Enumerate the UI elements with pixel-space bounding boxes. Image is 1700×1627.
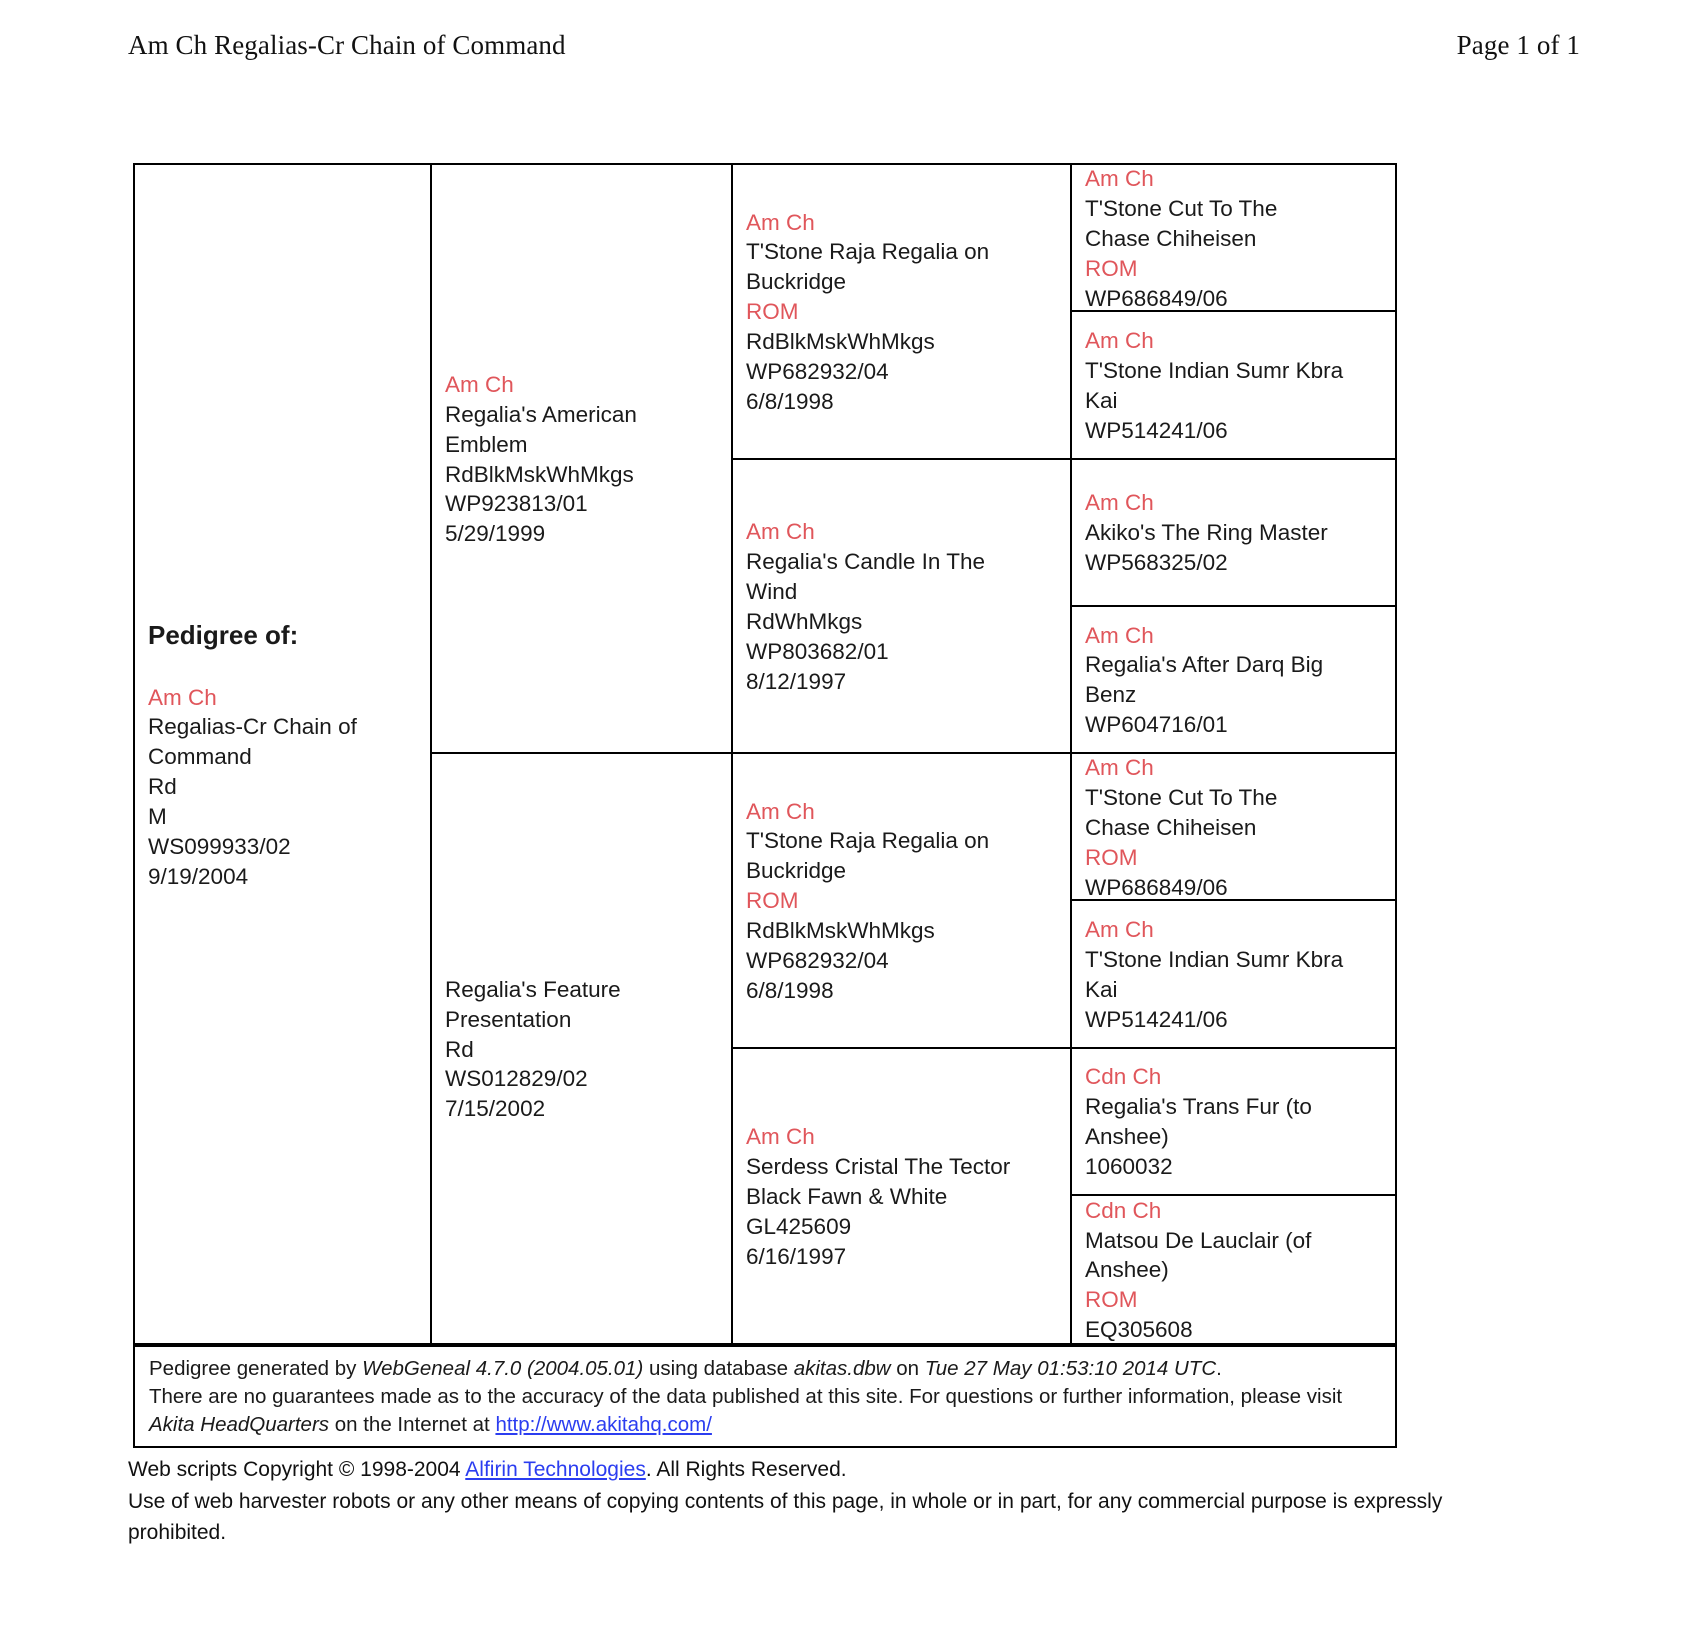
footer-text-a: Pedigree generated by [149, 1357, 363, 1380]
alfirin-technologies-link[interactable]: Alfirin Technologies [465, 1458, 646, 1481]
ancestor-registration: WP682932/04 [746, 359, 889, 385]
subject-sex: M [148, 804, 167, 830]
ancestor-name-line2: Chase Chiheisen [1085, 814, 1257, 840]
ancestor-name-line1: Regalia's American [445, 401, 637, 427]
ancestor-name-line1: T'Stone Cut To The [1085, 784, 1278, 810]
document-header [128, 30, 1580, 61]
subject-date: 9/19/2004 [148, 864, 249, 890]
ancestor-name-line1: Regalia's Feature [445, 976, 621, 1002]
subject-name-line1: Regalias-Cr Chain of [148, 714, 357, 740]
generation-1-column [432, 165, 733, 1343]
ancestor-registration: WP514241/06 [1085, 417, 1228, 443]
copyright-text-b: . All Rights Reserved. [645, 1458, 847, 1481]
page-title: Am Ch Regalias-Cr Chain of Command [128, 30, 566, 60]
footer-generation-line [149, 1355, 1383, 1383]
ancestor-registration: WP604716/01 [1085, 712, 1228, 738]
generation-3-column [1072, 165, 1395, 1343]
ancestor-title: Am Ch [1085, 328, 1154, 354]
generation-2-column [733, 165, 1072, 1343]
ancestor-title: Am Ch [1085, 917, 1154, 943]
footer-disclaimer-text: There are no guarantees made as to the accuracy of the data published at this site. For questions or further information, please visit [149, 1384, 1343, 1408]
ancestor-name-line1: Regalia's Trans Fur (to [1085, 1094, 1312, 1120]
copyright-text-a: Web scripts Copyright © 1998-2004 [128, 1458, 466, 1481]
ancestor-title: Am Ch [746, 518, 815, 544]
ancestor-title: Cdn Ch [1085, 1197, 1162, 1223]
ancestor-cell [1072, 1196, 1395, 1343]
ancestor-registration: 1060032 [1085, 1154, 1173, 1180]
ancestor-title: Am Ch [1085, 165, 1154, 191]
ancestor-title: Am Ch [746, 798, 815, 824]
subject-name-line2: Command [148, 744, 252, 770]
ancestor-name-line2: Wind [746, 578, 798, 604]
ancestor-name-line1: Akiko's The Ring Master [1085, 520, 1328, 546]
ancestor-name-line1: T'Stone Cut To The [1085, 195, 1278, 221]
ancestor-name-line1: Regalia's Candle In The [746, 548, 986, 574]
ancestor-registration: WP514241/06 [1085, 1006, 1228, 1032]
ancestor-registration: WP923813/01 [445, 491, 588, 517]
ancestor-name-line2: Presentation [445, 1006, 572, 1032]
ancestor-title: Am Ch [746, 1123, 815, 1149]
subject-title: Am Ch [148, 684, 217, 710]
ancestor-markings: Rd [445, 1036, 474, 1062]
footer-timestamp: Tue 27 May 01:53:10 2014 UTC [924, 1357, 1217, 1380]
ancestor-name-line1: Regalia's After Darq Big [1085, 652, 1324, 678]
ancestor-markings: RdWhMkgs [746, 608, 863, 634]
ancestor-title: Am Ch [1085, 490, 1154, 516]
pedigree-of-label: Pedigree of: [148, 619, 299, 650]
ancestor-registration: WP686849/06 [1085, 285, 1228, 311]
footer-program: WebGeneal 4.7.0 (2004.05.01) [362, 1357, 644, 1380]
ancestor-registration: WP803682/01 [746, 638, 889, 664]
copyright-block [128, 1455, 1448, 1548]
footer-text-d: . [1216, 1357, 1222, 1380]
ancestor-cell [1072, 754, 1395, 901]
ancestor-registration: WP682932/04 [746, 948, 889, 974]
footer-disclaimer-line [149, 1383, 1383, 1439]
ancestor-title: Am Ch [445, 371, 514, 397]
ancestor-rom: ROM [1085, 255, 1138, 281]
harvester-notice: Use of web harvester robots or any other means of copying contents of this page, in whole or in part, for any commercial purpose is expressly prohibited. [128, 1490, 1443, 1544]
ancestor-cell [432, 165, 731, 754]
ancestor-markings: RdBlkMskWhMkgs [746, 329, 935, 355]
ancestor-title: Am Ch [1085, 754, 1154, 780]
ancestor-name-line1: T'Stone Indian Sumr Kbra [1085, 946, 1344, 972]
ancestor-registration: WP686849/06 [1085, 874, 1228, 900]
pedigree-footer [133, 1345, 1397, 1448]
ancestor-name-line2: Kai [1085, 387, 1118, 413]
ancestor-cell [1072, 901, 1395, 1048]
copyright-line [128, 1455, 1448, 1485]
ancestor-cell [1072, 460, 1395, 607]
ancestor-name-line2: Benz [1085, 682, 1137, 708]
generation-0-column [135, 165, 432, 1343]
ancestor-cell [733, 460, 1070, 755]
ancestor-name-line1: T'Stone Indian Sumr Kbra [1085, 357, 1344, 383]
subject-registration: WS099933/02 [148, 834, 291, 860]
ancestor-date: 8/12/1997 [746, 668, 847, 694]
ancestor-name-line2: Buckridge [746, 269, 847, 295]
ancestor-rom: ROM [746, 299, 799, 325]
ancestor-cell [1072, 165, 1395, 312]
ancestor-name-line2: Buckridge [746, 858, 847, 884]
footer-text-c: on [890, 1357, 925, 1380]
subject-color: Rd [148, 774, 177, 800]
ancestor-markings: Black Fawn & White [746, 1183, 948, 1209]
ancestor-name-line1: T'Stone Raja Regalia on [746, 239, 990, 265]
ancestor-name-line2: Emblem [445, 431, 528, 457]
ancestor-registration: WS012829/02 [445, 1066, 588, 1092]
pedigree-chart [133, 163, 1397, 1345]
akitahq-link[interactable]: http://www.akitahq.com/ [495, 1412, 712, 1436]
ancestor-cell [733, 1049, 1070, 1344]
ancestor-cell [733, 165, 1070, 460]
ancestor-registration: GL425609 [746, 1213, 852, 1239]
footer-text-e: on the Internet at [329, 1412, 496, 1436]
ancestor-title: Cdn Ch [1085, 1064, 1162, 1090]
ancestor-cell [733, 754, 1070, 1049]
ancestor-name-line2: Kai [1085, 976, 1118, 1002]
ancestor-name-line2: Anshee) [1085, 1124, 1169, 1150]
ancestor-name-line2: Anshee) [1085, 1257, 1169, 1283]
ancestor-date: 6/8/1998 [746, 978, 834, 1004]
ancestor-rom: ROM [746, 888, 799, 914]
ancestor-name-line1: Matsou De Lauclair (of [1085, 1227, 1312, 1253]
subject-cell [135, 165, 430, 1343]
ancestor-name-line2: Chase Chiheisen [1085, 225, 1257, 251]
ancestor-cell [1072, 607, 1395, 754]
ancestor-title: Am Ch [1085, 622, 1154, 648]
ancestor-title: Am Ch [746, 209, 815, 235]
ancestor-rom: ROM [1085, 844, 1138, 870]
ancestor-rom: ROM [1085, 1287, 1138, 1313]
ancestor-date: 6/16/1997 [746, 1243, 847, 1269]
footer-organization: Akita HeadQuarters [149, 1412, 330, 1436]
ancestor-cell [432, 754, 731, 1343]
ancestor-markings: RdBlkMskWhMkgs [445, 461, 634, 487]
ancestor-date: 5/29/1999 [445, 521, 546, 547]
ancestor-date: 6/8/1998 [746, 389, 834, 415]
ancestor-name-line1: Serdess Cristal The Tector [746, 1153, 1011, 1179]
footer-database: akitas.dbw [793, 1357, 891, 1380]
ancestor-cell [1072, 312, 1395, 459]
ancestor-registration: EQ305608 [1085, 1317, 1193, 1343]
page-number: Page 1 of 1 [1456, 30, 1580, 60]
ancestor-registration: WP568325/02 [1085, 550, 1228, 576]
ancestor-date: 7/15/2002 [445, 1096, 546, 1122]
footer-text-b: using database [643, 1357, 794, 1380]
ancestor-name-line1: T'Stone Raja Regalia on [746, 828, 990, 854]
ancestor-markings: RdBlkMskWhMkgs [746, 918, 935, 944]
ancestor-cell [1072, 1049, 1395, 1196]
